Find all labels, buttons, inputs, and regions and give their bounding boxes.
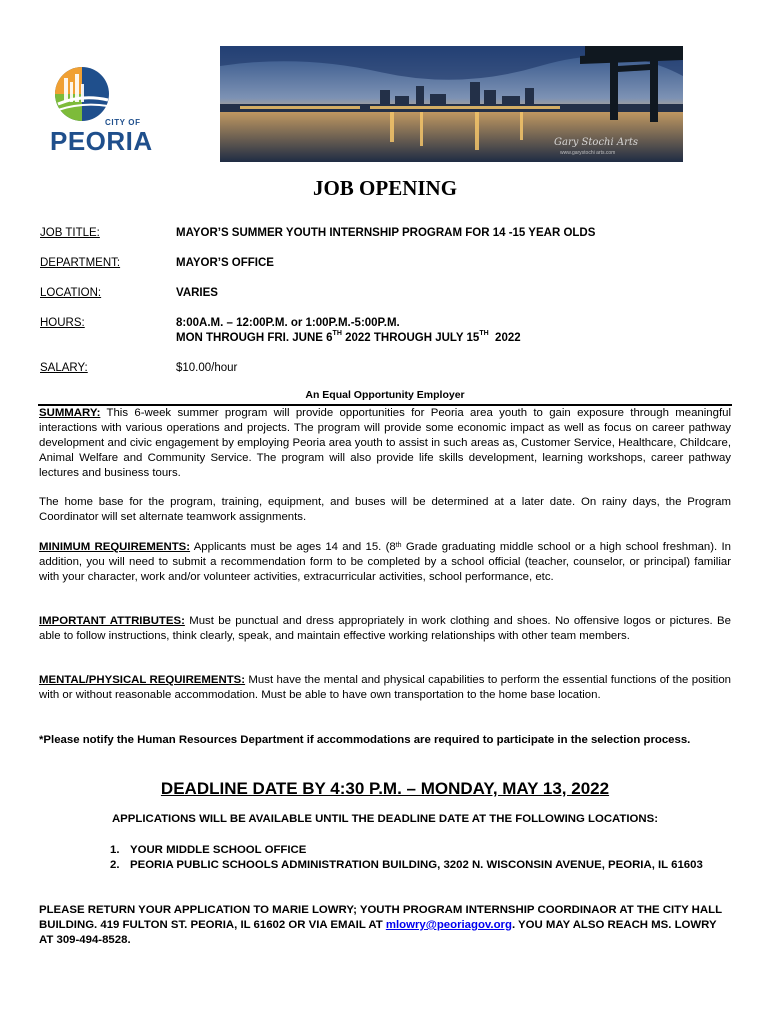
return-instructions: PLEASE RETURN YOUR APPLICATION TO MARIE LOWRY; YOUTH PROGRAM INTERNSHIP COORDINAOR AT THE CITY HALL BUILDING. 419 FULTON ST. PEORIA, IL 61602 OR VIA EMAIL AT mlowry@peoriagov.org. YOU MAY ALSO REACH MS. LOWRY AT 309-494-8528. <box>39 904 722 946</box>
location-value: VARIES <box>176 287 218 299</box>
riverfront-skyline-photo <box>220 46 683 162</box>
physical-requirements-paragraph: MENTAL/PHYSICAL REQUIREMENTS: Must have the mental and physical capabilities to perform the essential functions of the position with or without reasonable accommodation. Must be able to have own transportation to the home base location. <box>39 674 731 701</box>
department-value: MAYOR’S OFFICE <box>176 257 274 269</box>
logo-city-text: CITY OF <box>105 118 141 127</box>
important-attributes-heading: IMPORTANT ATTRIBUTES: <box>39 615 185 627</box>
minimum-requirements-paragraph: MINIMUM REQUIREMENTS: Applicants must be ages 14 and 15. (8th Grade graduating middle school or a high school freshman). In addition, you will need to submit a recommendation form to be completed by a school official (teacher, counselor, or principal) familiar with your character, work and/or volunteer activities, extracurricular activities, school performance, etc. <box>39 541 731 583</box>
location-label: LOCATION: <box>40 287 102 299</box>
department-label: DEPARTMENT: <box>40 257 121 269</box>
page-title: JOB OPENING <box>312 176 458 200</box>
salary-label: SALARY: <box>40 362 88 374</box>
job-title-label: JOB TITLE: <box>40 227 100 239</box>
home-base-paragraph: The home base for the program, training, equipment, and buses will be determined at a later date. On rainy days, the Program Coordinator will set alternate teamwork assignments. <box>39 496 731 523</box>
summary-heading: SUMMARY: <box>39 407 101 419</box>
deadline-heading: DEADLINE DATE BY 4:30 P.M. – MONDAY, MAY 13, 2022 <box>160 779 610 798</box>
accommodation-notice: *Please notify the Human Resources Department if accommodations are required to participate in the selection process. <box>39 734 691 746</box>
summary-paragraph <box>39 406 731 481</box>
list-item: 2. PEORIA PUBLIC SCHOOLS ADMINISTRATION BUILDING, 3202 N. WISCONSIN AVENUE, PEORIA, IL 61603 <box>110 859 703 871</box>
minimum-requirements-heading: MINIMUM REQUIREMENTS: <box>39 541 191 553</box>
hours-label: HOURS: <box>40 317 85 329</box>
important-attributes-paragraph: IMPORTANT ATTRIBUTES: Must be punctual and dress appropriately in work clothing and shoes. No offensive logos or pictures. Be able to follow instructions, think clearly, speak, and maintain effective working relationships with other team members. <box>39 615 731 642</box>
summary-text: This 6-week summer program will provide opportunities for Peoria area youth to gain exposure through meaningful interactions with various operations and projects. The program will provide some economic impact as well as focus on career pathway development and civic engagement by employing Peoria area youth to assist in such areas as, Customer Service, Healthcare, Childcare, Animal Welfare and Community Service. The program will also provide life skills development, learning workshops, career pathway lectures and business tours. <box>39 407 731 479</box>
locations-list <box>110 843 735 873</box>
email-link[interactable]: mlowry@peoriagov.org <box>385 919 512 931</box>
equal-opportunity-statement: An Equal Opportunity Employer <box>305 389 465 401</box>
photo-watermark: Gary Stochi Arts <box>554 137 639 148</box>
salary-value: $10.00/hour <box>176 362 238 374</box>
list-item: 1. YOUR MIDDLE SCHOOL OFFICE <box>110 844 307 856</box>
applications-availability: APPLICATIONS WILL BE AVAILABLE UNTIL THE DEADLINE DATE AT THE FOLLOWING LOCATIONS: <box>111 813 659 825</box>
logo-name-text: PEORIA <box>50 126 153 156</box>
photo-watermark-url: www.garystochi arts.com <box>560 150 616 156</box>
hours-line-2: MON THROUGH FRI. JUNE 6TH 2022 THROUGH JULY 15TH 2022 <box>176 330 521 344</box>
city-of-peoria-logo <box>48 66 152 154</box>
physical-requirements-heading: MENTAL/PHYSICAL REQUIREMENTS: <box>39 674 246 686</box>
hours-line-1: 8:00A.M. – 12:00P.M. or 1:00P.M.-5:00P.M. <box>176 317 400 329</box>
job-title-value: MAYOR’S SUMMER YOUTH INTERNSHIP PROGRAM FOR 14 -15 YEAR OLDS <box>176 227 596 239</box>
